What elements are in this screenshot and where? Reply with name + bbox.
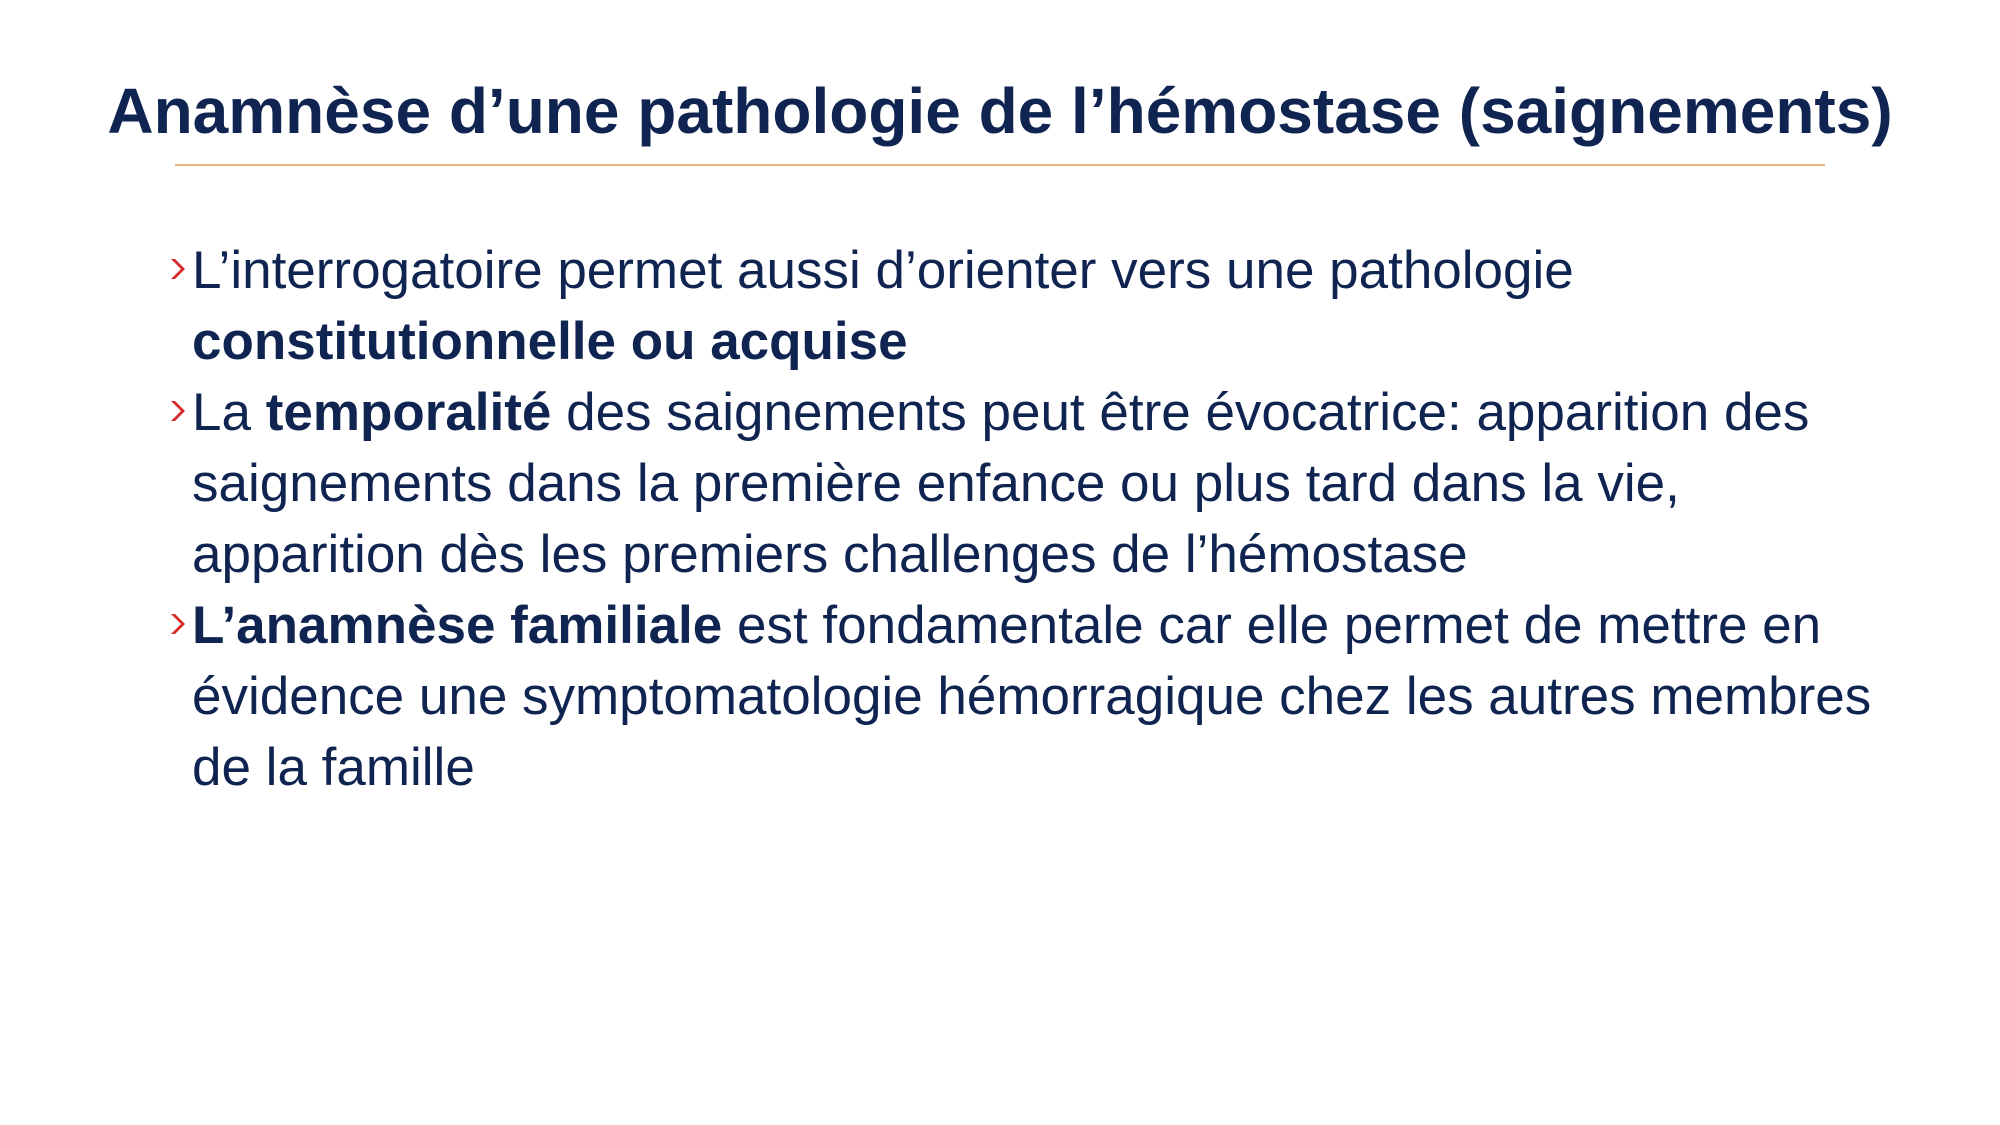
bullet-item [192, 235, 1872, 377]
bullet-item [192, 377, 1872, 590]
title-divider [175, 164, 1825, 166]
chevron-right-icon [168, 399, 186, 423]
bullet-item [192, 590, 1872, 803]
slide-title: Anamnèse d’une pathologie de l’hémostase (saignements) [107, 75, 1893, 147]
chevron-right-icon [168, 257, 186, 281]
bullet-bold-text: constitutionnelle ou acquise [192, 312, 908, 371]
bullet-text: La [192, 383, 266, 442]
bullet-text: est fondamentale car elle permet de mettre en évidence une symptomatologie hémorragique chez les autres membres de la famille [192, 596, 1872, 797]
bullet-list [192, 235, 1872, 803]
chevron-right-icon [168, 612, 186, 636]
bullet-text: des saignements peut être évocatrice: apparition des saignements dans la première enfance ou plus tard dans la vie, apparition dès les premiers challenges de l’hémostase [192, 383, 1810, 584]
bullet-text: L’interrogatoire permet aussi d’orienter vers une pathologie [192, 241, 1574, 300]
bullet-bold-text: temporalité [265, 383, 552, 442]
bullet-bold-text: L’anamnèse familiale [192, 596, 723, 655]
